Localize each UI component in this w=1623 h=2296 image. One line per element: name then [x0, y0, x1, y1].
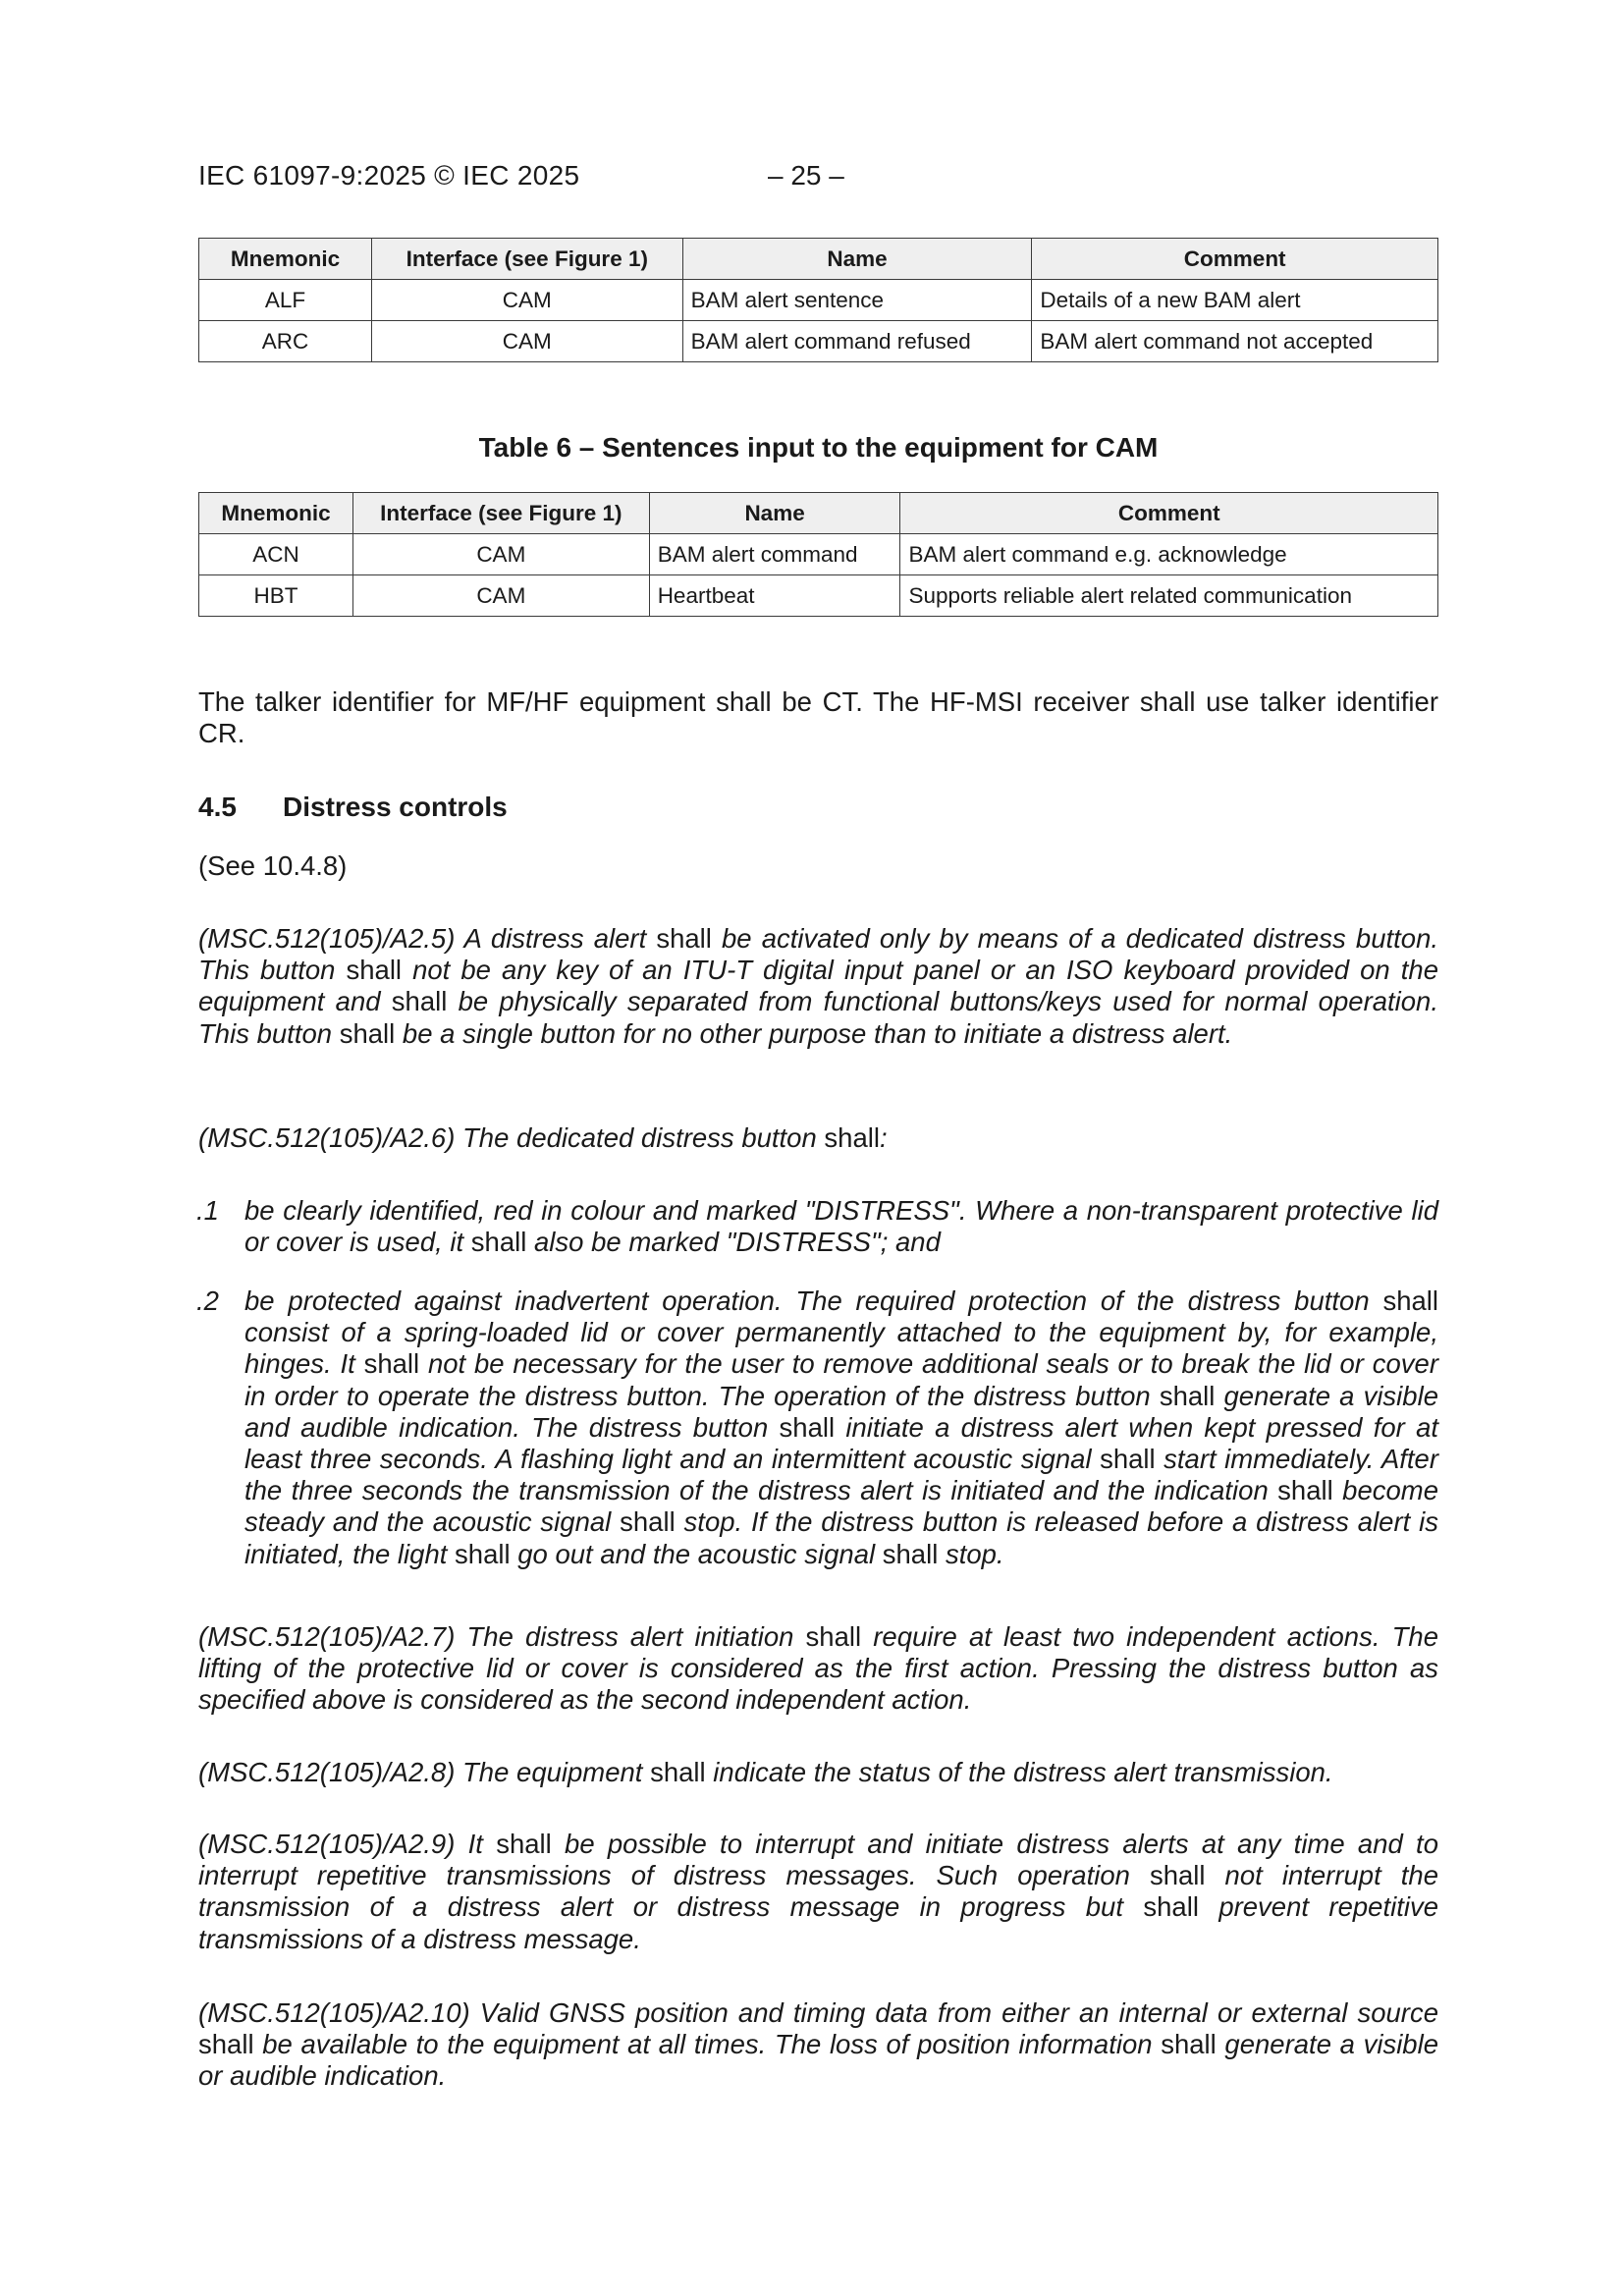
table-cell: BAM alert command: [649, 534, 900, 575]
table-cell: ACN: [199, 534, 353, 575]
table-header-row: [199, 493, 1438, 534]
shall-verb: shall: [455, 1538, 511, 1569]
table-row: [199, 321, 1438, 362]
column-header: Name: [682, 239, 1032, 280]
text-span: (MSC.512(105)/A2.7) The distress alert initiation: [198, 1621, 806, 1652]
text-span: generate a visible or audible indication.: [198, 2029, 1439, 2092]
requirement-a2-9: [198, 1829, 1438, 1955]
table-cell: BAM alert command refused: [682, 321, 1032, 362]
shall-verb: shall: [620, 1506, 676, 1538]
text-span: stop.: [938, 1538, 1004, 1569]
shall-verb: shall: [650, 1757, 706, 1787]
text-span: be activated only by means of a dedicated distress button. This button: [198, 923, 1439, 986]
table-cell: CAM: [371, 280, 682, 321]
shall-verb: shall: [779, 1411, 836, 1443]
table-row: [199, 575, 1438, 617]
list-item-number: .2: [196, 1285, 219, 1316]
list-item-2: [244, 1285, 1438, 1570]
table-cell: ARC: [199, 321, 372, 362]
column-header: Interface (see Figure 1): [371, 239, 682, 280]
requirement-a2-10: [198, 1997, 1438, 2093]
table-cell: CAM: [371, 321, 682, 362]
text-span: consist of a spring-loaded lid or cover permanently attached to the equipment by, for example, hinges. It: [244, 1317, 1438, 1380]
shall-verb: shall: [882, 1538, 939, 1569]
table-cell: BAM alert command not accepted: [1032, 321, 1438, 362]
text-span: stop. If the distress button is released before a distress alert is initiated, the light: [244, 1506, 1438, 1569]
shall-verb: shall: [1161, 2029, 1217, 2060]
column-header: Mnemonic: [199, 493, 353, 534]
header-page-number: – 25 –: [768, 160, 844, 191]
text-span: require at least two independent actions. The lifting of the protective lid or cover is considered as the first action. Pressing the distress button as specified above is considered as the second independent action.: [198, 1621, 1438, 1716]
see-reference: (See 10.4.8): [198, 850, 348, 881]
requirement-a2-8: [198, 1757, 1438, 1788]
table-cell: CAM: [352, 534, 649, 575]
sentences-output-table: [198, 238, 1438, 362]
shall-verb: shall: [198, 2029, 254, 2060]
column-header: Name: [649, 493, 900, 534]
shall-verb: shall: [1100, 1444, 1156, 1475]
column-header: Mnemonic: [199, 239, 372, 280]
shall-verb: shall: [496, 1829, 552, 1859]
text-span: become steady and the acoustic signal: [244, 1475, 1438, 1538]
column-header: Comment: [900, 493, 1438, 534]
text-span: prevent repetitive transmissions of a distress message.: [198, 1891, 1438, 1954]
table-cell: HBT: [199, 575, 353, 617]
table-cell: BAM alert command e.g. acknowledge: [900, 534, 1438, 575]
talker-identifier-paragraph: The talker identifier for MF/HF equipment shall be CT. The HF-MSI receiver shall use talker identifier CR.: [198, 686, 1438, 749]
table-cell: CAM: [352, 575, 649, 617]
column-header: Interface (see Figure 1): [352, 493, 649, 534]
text-span: (MSC.512(105)/A2.9) It: [198, 1829, 497, 1859]
table-cell: BAM alert sentence: [682, 280, 1032, 321]
requirement-a2-5: [198, 923, 1438, 1050]
clause-number: 4.5: [198, 792, 237, 822]
shall-verb: shall: [391, 986, 448, 1017]
text-span: be protected against inadvertent operation. The required protection of the distress button: [244, 1285, 1383, 1316]
text-span: not be necessary for the user to remove additional seals or to break the lid or cover in order to operate the distress button. The operation of the distress button: [244, 1348, 1438, 1411]
clause-title: Distress controls: [283, 792, 508, 822]
text-span: be physically separated from functional buttons/keys used for normal operation. This button: [198, 986, 1438, 1049]
shall-verb: shall: [470, 1227, 527, 1258]
table-6-caption: Table 6 – Sentences input to the equipment for CAM: [478, 432, 1159, 463]
text-span: generate a visible and audible indication. The distress button: [244, 1380, 1438, 1443]
shall-verb: shall: [339, 1017, 396, 1049]
text-span: go out and the acoustic signal: [510, 1538, 883, 1569]
text-span: be a single button for no other purpose than to initiate a distress alert.: [395, 1017, 1233, 1049]
shall-verb: shall: [1159, 1380, 1216, 1411]
text-span: be clearly identified, red in colour and marked "DISTRESS". Where a non-transparent protective lid or cover is used, it: [244, 1195, 1438, 1258]
text-span: (MSC.512(105)/A2.5) A distress alert: [198, 923, 657, 954]
shall-verb: shall: [1143, 1891, 1199, 1923]
table-row: [199, 280, 1438, 321]
text-span: initiate a distress alert when kept pressed for at least three seconds. A flashing light and an intermittent acoustic signal: [244, 1411, 1438, 1475]
shall-verb: shall: [346, 955, 403, 986]
text-span: not be any key of an ITU-T digital input panel or an ISO keyboard provided on the equipment and: [198, 955, 1438, 1017]
text-span: :: [879, 1122, 888, 1153]
table-cell: Heartbeat: [649, 575, 900, 617]
text-span: indicate the status of the distress alert transmission.: [705, 1757, 1333, 1787]
requirement-a2-7: [198, 1621, 1438, 1717]
shall-verb: shall: [1277, 1475, 1333, 1506]
requirement-a2-6: [198, 1122, 1438, 1154]
text-span: (MSC.512(105)/A2.6) The dedicated distress button: [198, 1122, 825, 1153]
table-row: [199, 534, 1438, 575]
text-span: (MSC.512(105)/A2.8) The equipment: [198, 1757, 651, 1787]
table-cell: Supports reliable alert related communication: [900, 575, 1438, 617]
shall-verb: shall: [824, 1122, 880, 1153]
shall-verb: shall: [1149, 1860, 1206, 1891]
sentences-input-table: [198, 492, 1438, 617]
text-span: (MSC.512(105)/A2.10) Valid GNSS position and timing data from either an internal or external source: [198, 1997, 1438, 2028]
list-item-1: [244, 1195, 1438, 1258]
text-span: be possible to interrupt and initiate distress alerts at any time and to interrupt repetitive transmissions of distress messages. Such operation: [198, 1829, 1438, 1891]
table-cell: ALF: [199, 280, 372, 321]
shall-verb: shall: [363, 1348, 420, 1380]
text-span: be available to the equipment at all times. The loss of position information: [253, 2029, 1162, 2060]
text-span: also be marked "DISTRESS"; and: [526, 1227, 941, 1258]
column-header: Comment: [1032, 239, 1438, 280]
text-span: start immediately. After the three seconds the transmission of the distress alert is initiated and the indication: [244, 1444, 1438, 1506]
text-span: not interrupt the transmission of a distress alert or distress message in progress but: [198, 1860, 1438, 1923]
header-standard-id: IEC 61097-9:2025 © IEC 2025: [198, 160, 580, 191]
table-header-row: [199, 239, 1438, 280]
shall-verb: shall: [1382, 1285, 1438, 1316]
shall-verb: shall: [805, 1621, 862, 1652]
table-cell: Details of a new BAM alert: [1032, 280, 1438, 321]
list-item-number: .1: [196, 1195, 219, 1226]
shall-verb: shall: [656, 923, 712, 954]
